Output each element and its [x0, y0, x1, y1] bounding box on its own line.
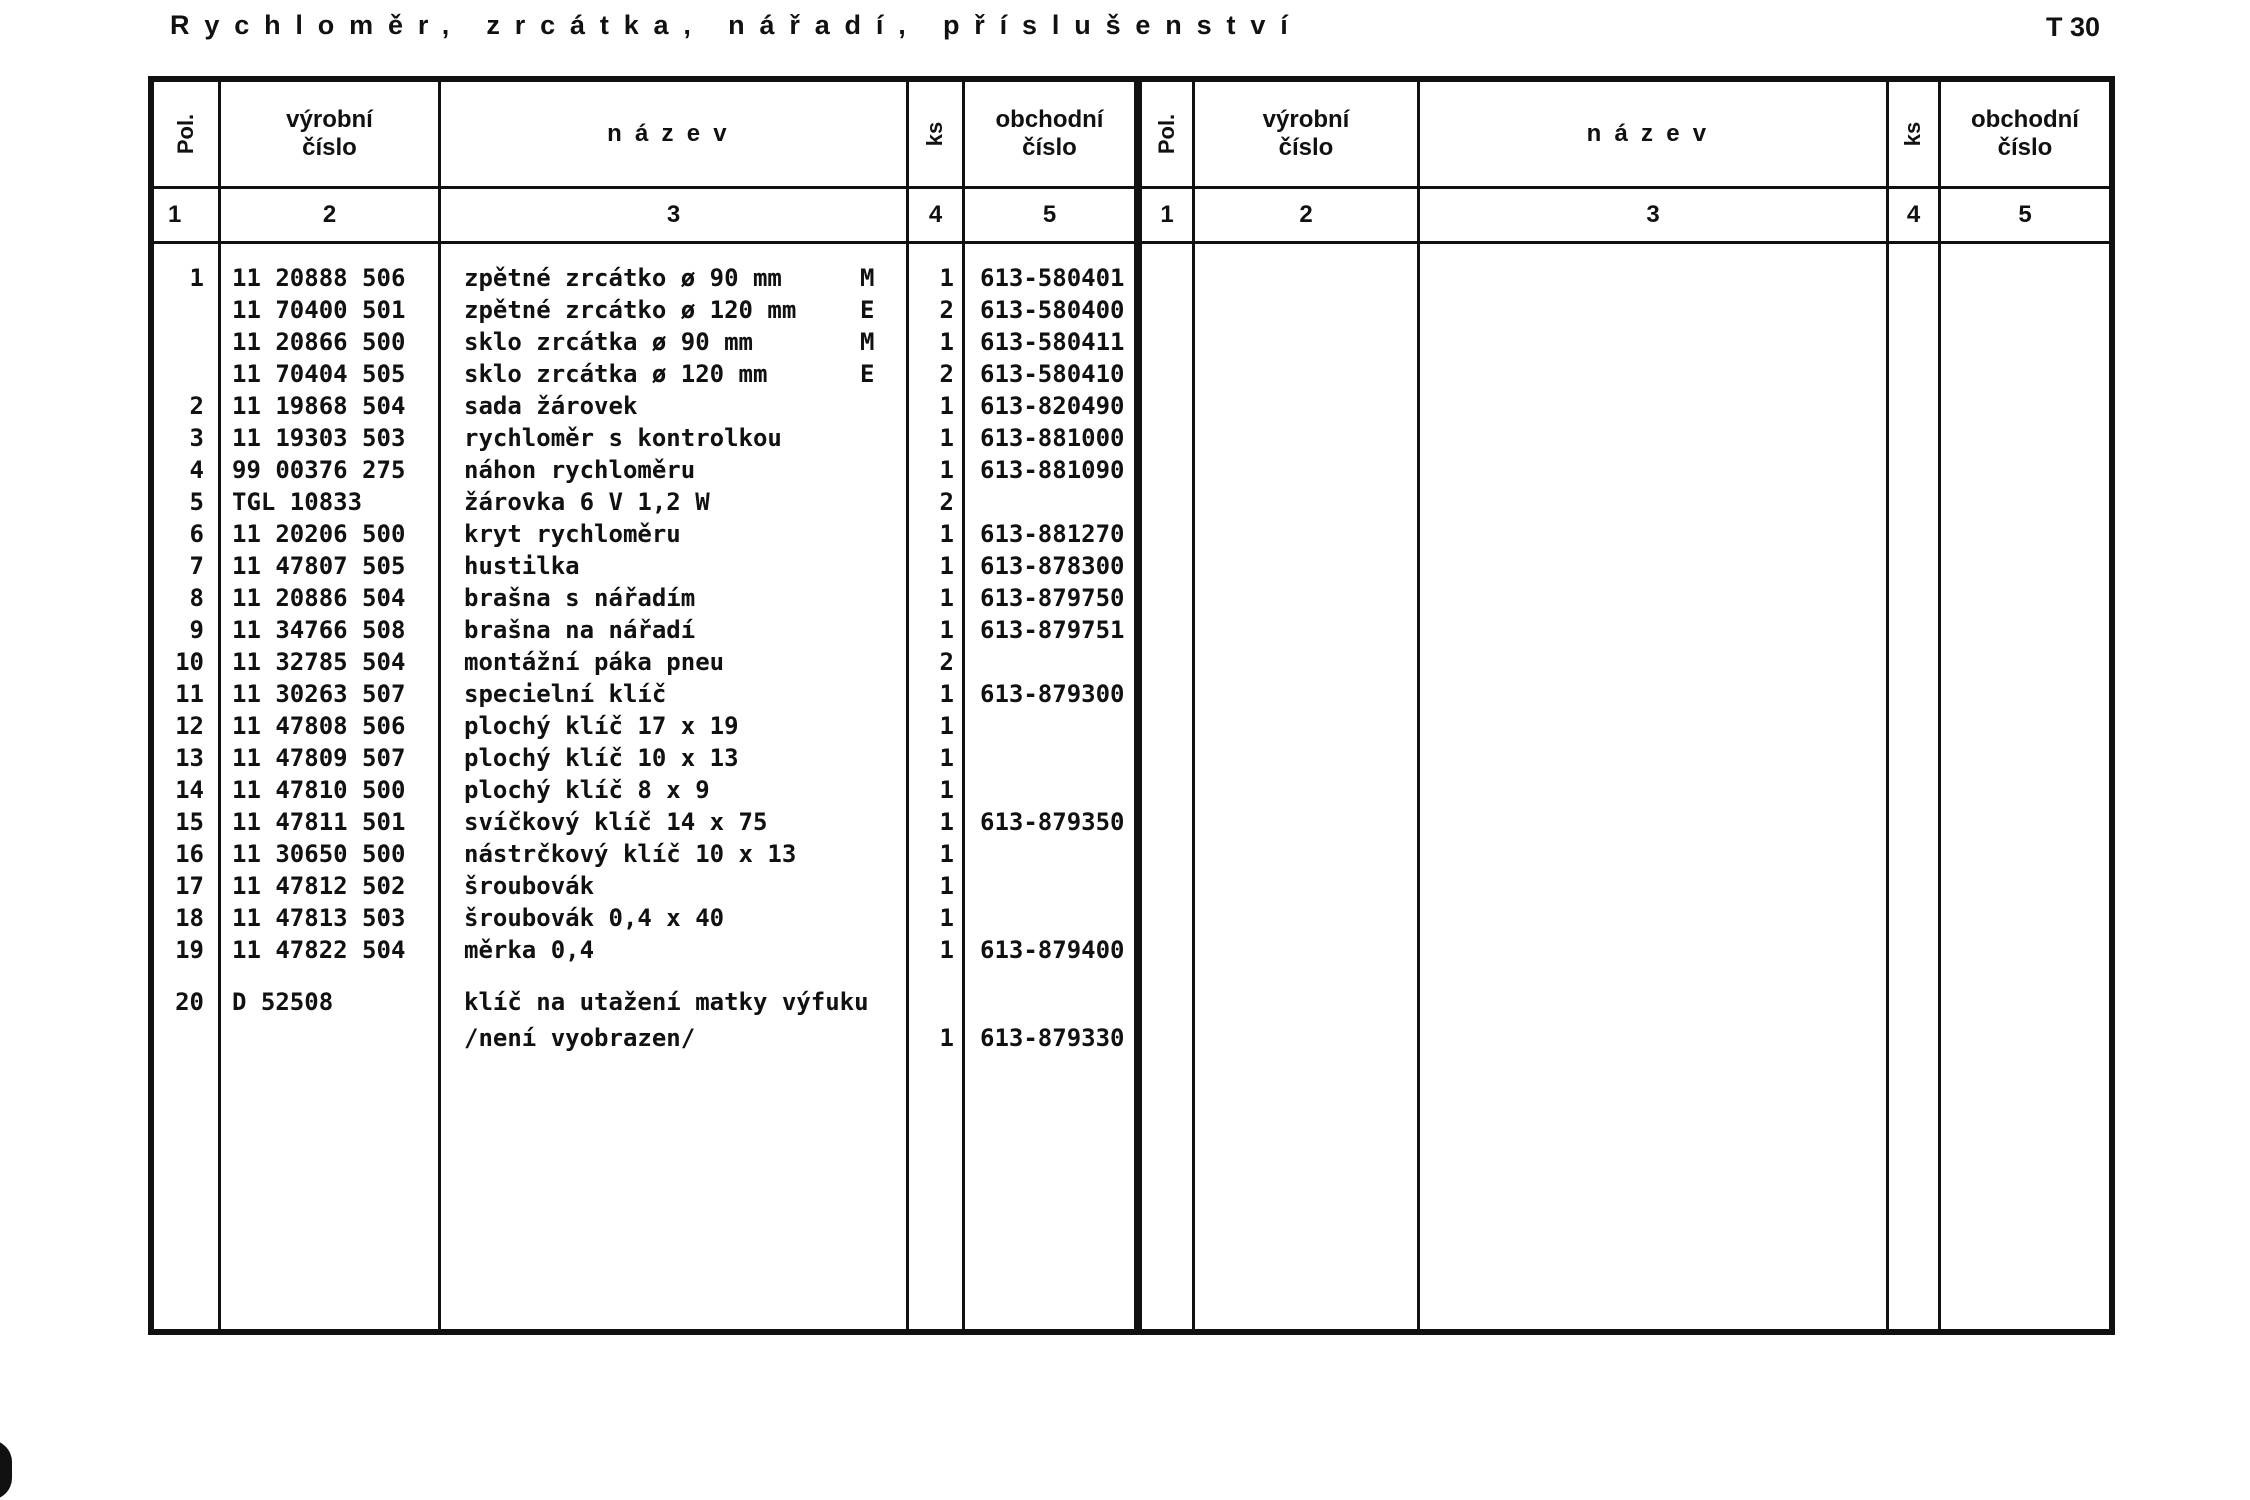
nazev-cell: brašna na nářadí: [464, 616, 696, 644]
ks-cell: 1: [939, 1024, 954, 1052]
ks-cell: 1: [939, 936, 954, 964]
obchodni-cell: 613-580411: [980, 328, 1125, 356]
vyrobni-cell: TGL 10833: [232, 488, 363, 516]
nazev-cell: náhon rychloměru: [464, 456, 696, 484]
obchodni-cell: 613-881090: [980, 456, 1125, 484]
nazev-cell: plochý klíč 17 x 19: [464, 712, 739, 740]
colnum-1: 1: [168, 201, 182, 228]
nazev-cell-line2: /není vyobrazen/: [464, 1024, 696, 1052]
vyrobni-cell: 11 47808 506: [232, 712, 406, 740]
variant-cell: E: [860, 296, 875, 324]
table-row: [154, 328, 1134, 358]
vyrobni-cell: 11 20206 500: [232, 520, 406, 548]
vyrobni-cell: 11 47810 500: [232, 776, 406, 804]
ks-cell: 2: [939, 488, 954, 516]
ks-cell: 2: [939, 360, 954, 388]
variant-cell: M: [860, 328, 875, 356]
obchodni-cell: 613-879330: [980, 1024, 1125, 1052]
nazev-cell: hustilka: [464, 552, 580, 580]
page-title: Rychloměr, zrcátka, nářadí, příslušenství: [170, 10, 1303, 40]
parts-table: [148, 76, 2115, 1335]
pol-cell: 11: [175, 680, 204, 708]
table-row: [154, 648, 1134, 678]
vyrobni-cell: 11 32785 504: [232, 648, 406, 676]
colnum-2-right: 2: [1299, 201, 1313, 228]
pol-cell: 5: [189, 488, 204, 516]
vyrobni-cell: 11 47807 505: [232, 552, 406, 580]
ks-cell: 1: [939, 776, 954, 804]
obchodni-cell: 613-580410: [980, 360, 1125, 388]
header-ks-right: ks: [1900, 121, 1926, 147]
ks-cell: 1: [939, 392, 954, 420]
ks-cell: 2: [939, 296, 954, 324]
colnum-4-right: 4: [1906, 201, 1921, 228]
pol-cell: 8: [189, 584, 204, 612]
pol-cell: 2: [189, 392, 204, 420]
ks-cell: 1: [939, 712, 954, 740]
nazev-cell: zpětné zrcátko ø 120 mm: [464, 296, 797, 324]
obchodni-cell: 613-881270: [980, 520, 1125, 548]
ks-cell: 1: [939, 456, 954, 484]
ks-cell: 1: [939, 904, 954, 932]
colnum-1-right: 1: [1160, 201, 1174, 228]
vyrobni-cell: 99 00376 275: [232, 456, 406, 484]
table-row: [154, 712, 1134, 742]
nazev-cell: šroubovák: [464, 872, 595, 900]
edge-mark: [0, 1440, 12, 1500]
nazev-cell: měrka 0,4: [464, 936, 595, 964]
pol-cell: 1: [189, 264, 204, 292]
obchodni-cell: 613-820490: [980, 392, 1125, 420]
vyrobni-cell: 11 20888 506: [232, 264, 406, 292]
table-row: [154, 360, 1134, 390]
table-row: [154, 456, 1134, 486]
panel-divider: [1134, 82, 1142, 1329]
table-row: [154, 264, 1134, 294]
variant-cell: M: [860, 264, 875, 292]
table-row: [154, 904, 1134, 934]
table-row: [154, 680, 1134, 710]
vyrobni-cell: D 52508: [232, 988, 334, 1016]
table-row: [154, 552, 1134, 582]
page-code: T 30: [2045, 12, 2100, 42]
colnum-3-right: 3: [1646, 201, 1660, 228]
nazev-cell: plochý klíč 8 x 9: [464, 776, 710, 804]
obchodni-cell: 613-879751: [980, 616, 1125, 644]
col-divider: [1938, 82, 1941, 1329]
ks-cell: 1: [939, 616, 954, 644]
table-row: [154, 616, 1134, 646]
colnum-4: 4: [928, 201, 943, 228]
header-pol: Pol.: [173, 113, 198, 155]
table-row: [154, 808, 1134, 838]
pol-cell: 13: [175, 744, 204, 772]
vyrobni-cell: 11 34766 508: [232, 616, 406, 644]
nazev-cell: rychloměr s kontrolkou: [464, 424, 782, 452]
pol-cell: 20: [175, 988, 204, 1016]
ks-cell: 1: [939, 520, 954, 548]
obchodni-cell: 613-878300: [980, 552, 1125, 580]
header-nazev-right: název: [1586, 120, 1720, 147]
vyrobni-cell: 11 19303 503: [232, 424, 406, 452]
header-ks: ks: [922, 121, 948, 147]
ks-cell: 1: [939, 808, 954, 836]
header-nazev: název: [607, 120, 740, 147]
vyrobni-cell: 11 30263 507: [232, 680, 406, 708]
nazev-cell: nástrčkový klíč 10 x 13: [464, 840, 797, 868]
number-row-divider: [154, 241, 2109, 244]
table-row: [154, 584, 1134, 614]
nazev-cell: plochý klíč 10 x 13: [464, 744, 739, 772]
vyrobni-cell: 11 47812 502: [232, 872, 406, 900]
vyrobni-cell: 11 70404 505: [232, 360, 406, 388]
table-row: [154, 520, 1134, 550]
vyrobni-cell: 11 47809 507: [232, 744, 406, 772]
vyrobni-cell: 11 47813 503: [232, 904, 406, 932]
nazev-cell: kryt rychloměru: [464, 520, 681, 548]
table-row: [154, 776, 1134, 806]
obchodni-cell: 613-580400: [980, 296, 1125, 324]
col-divider: [1417, 82, 1420, 1329]
nazev-cell: montážní páka pneu: [464, 648, 725, 676]
nazev-cell: žárovka 6 V 1,2 W: [464, 488, 710, 516]
nazev-cell: sklo zrcátka ø 90 mm: [464, 328, 753, 356]
table-row: [154, 392, 1134, 422]
pol-cell: 3: [189, 424, 204, 452]
vyrobni-cell: 11 19868 504: [232, 392, 406, 420]
pol-cell: 9: [189, 616, 204, 644]
table-row: [154, 424, 1134, 454]
ks-cell: 1: [939, 552, 954, 580]
ks-cell: 1: [939, 264, 954, 292]
ks-cell: 1: [939, 328, 954, 356]
ks-cell: 1: [939, 744, 954, 772]
vyrobni-cell: 11 47811 501: [232, 808, 406, 836]
obchodni-cell: 613-879300: [980, 680, 1125, 708]
vyrobni-cell: 11 70400 501: [232, 296, 406, 324]
header-vyrobni-cislo: výrobní číslo: [286, 106, 373, 161]
ks-cell: 1: [939, 584, 954, 612]
table-row: [154, 744, 1134, 774]
header-vyrobni-cislo-right: výrobní číslo: [1262, 106, 1350, 161]
obchodni-cell: 613-879400: [980, 936, 1125, 964]
col-divider: [1886, 82, 1889, 1329]
pol-cell: 15: [175, 808, 204, 836]
variant-cell: E: [860, 360, 875, 388]
table-row: [154, 872, 1134, 902]
nazev-cell: šroubovák 0,4 x 40: [464, 904, 725, 932]
colnum-5-right: 5: [2018, 201, 2032, 228]
pol-cell: 16: [175, 840, 204, 868]
pol-cell: 17: [175, 872, 204, 900]
colnum-2: 2: [322, 201, 337, 228]
vyrobni-cell: 11 20866 500: [232, 328, 406, 356]
vyrobni-cell: 11 20886 504: [232, 584, 406, 612]
pol-cell: 7: [189, 552, 204, 580]
header-pol-right: Pol.: [1154, 113, 1179, 155]
table-row: [154, 936, 1134, 966]
header-obchodni-cislo: obchodní číslo: [995, 106, 1104, 161]
pol-cell: 4: [189, 456, 204, 484]
ks-cell: 1: [939, 872, 954, 900]
table-row: [154, 840, 1134, 870]
nazev-cell: sklo zrcátka ø 120 mm: [464, 360, 768, 388]
colnum-3: 3: [666, 201, 681, 228]
table-row: [154, 488, 1134, 518]
ks-cell: 1: [939, 840, 954, 868]
table-row: [154, 296, 1134, 326]
pol-cell: 6: [189, 520, 204, 548]
colnum-5: 5: [1042, 201, 1057, 228]
nazev-cell: svíčkový klíč 14 x 75: [464, 808, 768, 836]
ks-cell: 1: [939, 424, 954, 452]
pol-cell: 19: [175, 936, 204, 964]
col-divider: [1192, 82, 1195, 1329]
pol-cell: 10: [175, 648, 204, 676]
nazev-cell: specielní klíč: [464, 680, 667, 708]
pol-cell: 18: [175, 904, 204, 932]
pol-cell: 14: [175, 776, 204, 804]
header-obchodni-cislo-right: obchodní číslo: [1971, 106, 2079, 161]
ks-cell: 2: [939, 648, 954, 676]
obchodni-cell: 613-879350: [980, 808, 1125, 836]
nazev-cell: klíč na utažení matky výfuku: [464, 988, 869, 1016]
obchodni-cell: 613-580401: [980, 264, 1125, 292]
table-row: [154, 988, 1134, 1058]
nazev-cell: brašna s nářadím: [464, 584, 696, 612]
nazev-cell: sada žárovek: [464, 392, 638, 420]
vyrobni-cell: 11 47822 504: [232, 936, 406, 964]
vyrobni-cell: 11 30650 500: [232, 840, 406, 868]
obchodni-cell: 613-881000: [980, 424, 1125, 452]
obchodni-cell: 613-879750: [980, 584, 1125, 612]
nazev-cell: zpětné zrcátko ø 90 mm: [464, 264, 782, 292]
pol-cell: 12: [175, 712, 204, 740]
ks-cell: 1: [939, 680, 954, 708]
